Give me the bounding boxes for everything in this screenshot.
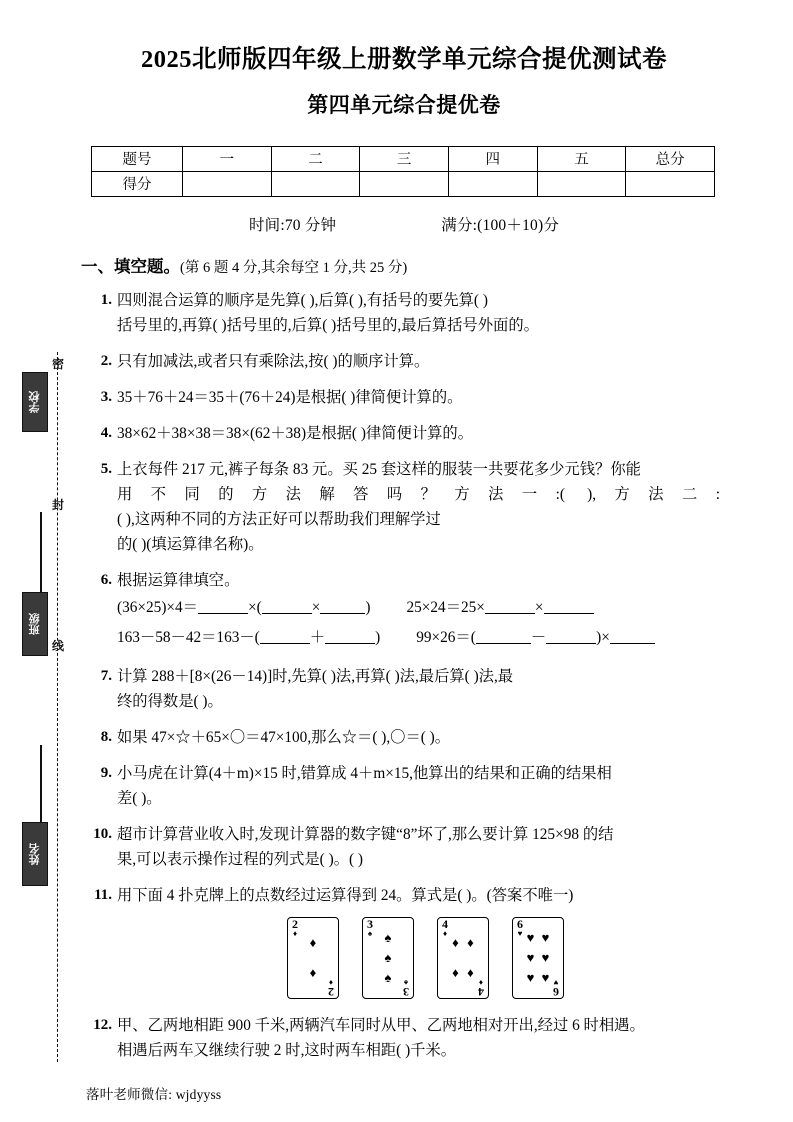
question-6-blank-6[interactable] xyxy=(325,643,375,644)
seal-field-class xyxy=(22,592,48,656)
question-2-number: 2. xyxy=(100,352,112,369)
score-table-col-2: 三 xyxy=(360,146,449,171)
question-8 xyxy=(88,725,720,750)
playing-cards-row xyxy=(131,917,720,999)
question-6-blank-2[interactable] xyxy=(320,613,365,614)
playing-card-4 xyxy=(512,917,564,999)
question-6-blank-8[interactable] xyxy=(546,643,596,644)
playing-card-1-corner-bottom xyxy=(326,977,336,999)
question-1-number: 1. xyxy=(100,291,112,308)
question-6-eq-1-p1: × xyxy=(534,598,544,616)
question-6-eq-0-p2: × xyxy=(311,598,321,616)
score-table-score-row xyxy=(92,171,715,196)
spade-icon: ♠ xyxy=(403,977,409,987)
score-cell-0[interactable] xyxy=(183,171,272,196)
question-1 xyxy=(88,288,720,338)
question-8-number: 8. xyxy=(100,728,112,745)
diamond-icon: ♦ xyxy=(292,928,298,938)
question-9-line-0: 小马虎在计算(4＋m)×15 时,错算成 4＋m×15,他算出的结果和正确的结果相 xyxy=(117,764,612,782)
diamond-icon: ♦ xyxy=(478,977,484,987)
question-12-line-1: 相遇后两车又继续行驶 2 时,这时两车相距( )千米。 xyxy=(117,1041,457,1059)
playing-card-1-rank-bottom: 2 xyxy=(328,984,334,999)
question-9 xyxy=(88,761,720,811)
section-header xyxy=(81,253,720,277)
question-6-equations xyxy=(117,593,720,653)
question-6-blank-3[interactable] xyxy=(485,613,535,614)
question-7 xyxy=(88,664,720,714)
spade-icon: ♠ xyxy=(384,970,392,985)
question-6-eq-2-p2: ) xyxy=(375,628,381,646)
question-6-eq-0-p0: (36×25)×4＝ xyxy=(117,598,198,616)
score-cell-1[interactable] xyxy=(271,171,360,196)
question-5-line-3: 的( )(填运算律名称)。 xyxy=(117,535,264,553)
playing-card-2 xyxy=(362,917,414,999)
score-table-col-1: 二 xyxy=(271,146,360,171)
question-1-line-1: 括号里的,再算( )括号里的,后算( )括号里的,最后算括号外面的。 xyxy=(117,316,539,334)
heart-icon: ♥ xyxy=(541,970,550,985)
exam-meta xyxy=(88,213,720,235)
question-6-eq-1-p0: 25×24＝25× xyxy=(406,598,485,616)
question-7-number: 7. xyxy=(100,667,112,684)
question-1-line-0: 四则混合运算的顺序是先算( ),后算( ),有括号的要先算( ) xyxy=(117,291,488,309)
question-6-row-1 xyxy=(117,623,720,653)
question-6-blank-5[interactable] xyxy=(260,643,310,644)
playing-card-4-rank-bottom: 6 xyxy=(553,984,559,999)
question-3-line-0: 35＋76＋24＝35＋(76＋24)是根据( )律简便计算的。 xyxy=(117,388,463,406)
question-7-line-1: 终的得数是( )。 xyxy=(117,692,223,710)
score-table-col-3: 四 xyxy=(448,146,537,171)
heart-icon: ♥ xyxy=(517,928,523,938)
score-table-col-4: 五 xyxy=(537,146,626,171)
spade-icon: ♠ xyxy=(367,928,373,938)
score-table xyxy=(91,146,715,197)
heart-icon: ♥ xyxy=(526,970,535,985)
heart-icon: ♥ xyxy=(526,930,535,945)
seal-field-class-label: 班级 xyxy=(29,613,41,635)
playing-card-1-pips xyxy=(298,928,328,988)
question-5-line-0: 上衣每件 217 元,裤子每条 83 元。买 25 套这样的服装一共要花多少元钱？你能 xyxy=(117,460,641,478)
question-9-line-1: 差( )。 xyxy=(117,789,162,807)
playing-card-3-rank-bottom: 4 xyxy=(478,984,484,999)
diamond-icon: ♦ xyxy=(442,928,448,938)
seal-char-2: 封 xyxy=(51,498,64,512)
question-4-line-0: 38×62＋38×38＝38×(62＋38)是根据( )律简便计算的。 xyxy=(117,424,474,442)
score-table-row-label-0: 题号 xyxy=(92,146,183,171)
score-table-header-row xyxy=(92,146,715,171)
section-title: 一、填空题。 xyxy=(81,256,180,276)
question-6-eq-0-p3: ) xyxy=(365,598,371,616)
question-10-line-1: 果,可以表示操作过程的列式是( )。( ) xyxy=(117,850,364,868)
question-12-number: 12. xyxy=(93,1016,112,1033)
question-6 xyxy=(88,568,720,653)
question-4-number: 4. xyxy=(100,424,112,441)
playing-card-4-rank: 6 xyxy=(517,916,523,931)
diamond-icon: ♦ xyxy=(452,965,459,980)
question-10 xyxy=(88,822,720,872)
question-6-eq-1 xyxy=(406,593,593,623)
diamond-icon: ♦ xyxy=(328,977,334,987)
question-10-number: 10. xyxy=(93,825,112,842)
question-7-line-0: 计算 288＋[8×(26－14)]时,先算( )法,再算( )法,最后算( )法,最 xyxy=(117,667,514,685)
question-8-line-0: 如果 47×☆＋65×〇＝47×100,那么☆＝( ),〇＝( )。 xyxy=(117,728,451,746)
seal-char-3: 线 xyxy=(51,639,64,653)
heart-icon: ♥ xyxy=(541,930,550,945)
seal-rule-2 xyxy=(40,512,42,594)
score-table-col-5: 总分 xyxy=(626,146,715,171)
question-12 xyxy=(88,1013,720,1063)
heart-icon: ♥ xyxy=(526,950,535,965)
question-6-eq-2-p0: 163－58－42＝163－( xyxy=(117,628,260,646)
exam-full-score: 满分:(100＋10)分 xyxy=(441,216,560,234)
score-table-col-0: 一 xyxy=(183,146,272,171)
seal-rule-3 xyxy=(40,745,42,825)
question-6-blank-0[interactable] xyxy=(198,613,248,614)
heart-icon: ♥ xyxy=(541,950,550,965)
playing-card-2-rank-bottom: 3 xyxy=(403,984,409,999)
seal-field-school xyxy=(22,372,48,432)
question-4 xyxy=(88,421,720,446)
question-2 xyxy=(88,349,720,374)
question-6-eq-3-p0: 99×26＝( xyxy=(416,628,476,646)
playing-card-3-pips xyxy=(448,928,478,988)
exam-time: 时间:70 分钟 xyxy=(248,216,337,234)
playing-card-1 xyxy=(287,917,339,999)
seal-field-name-label: 姓名 xyxy=(29,843,41,865)
diamond-icon: ♦ xyxy=(309,965,317,980)
diamond-icon: ♦ xyxy=(452,935,459,950)
score-cell-3[interactable] xyxy=(448,171,537,196)
question-6-intro: 根据运算律填空。 xyxy=(117,571,240,589)
question-12-line-0: 甲、乙两地相距 900 千米,两辆汽车同时从甲、乙两地相对开出,经过 6 时相遇。 xyxy=(117,1016,645,1034)
seal-field-name xyxy=(22,822,48,886)
sealing-line-margin xyxy=(0,0,78,1122)
score-cell-5[interactable] xyxy=(626,171,715,196)
spade-icon: ♠ xyxy=(384,930,392,945)
question-5-number: 5. xyxy=(100,460,112,477)
question-3 xyxy=(88,385,720,410)
question-11-number: 11. xyxy=(94,886,112,903)
playing-card-4-pips xyxy=(523,928,553,988)
score-cell-4[interactable] xyxy=(537,171,626,196)
page-title: 2025北师版四年级上册数学单元综合提优测试卷 xyxy=(141,46,667,73)
diamond-icon: ♦ xyxy=(467,965,474,980)
question-6-eq-0 xyxy=(117,593,370,623)
seal-char-1: 密 xyxy=(51,357,64,371)
question-6-blank-7[interactable] xyxy=(476,643,531,644)
question-5-line-2: ( ),这两种不同的方法正好可以帮助我们理解学过 xyxy=(117,510,441,528)
seal-field-school-label: 学校 xyxy=(29,391,41,413)
question-6-blank-4[interactable] xyxy=(544,613,594,614)
playing-card-2-rank: 3 xyxy=(367,916,373,931)
heart-icon: ♥ xyxy=(553,977,559,987)
section-note: (第 6 题 4 分,其余每空 1 分,共 25 分) xyxy=(180,259,408,276)
question-9-number: 9. xyxy=(100,764,112,781)
sealing-dashed-line xyxy=(57,352,58,1062)
playing-card-3 xyxy=(437,917,489,999)
question-6-eq-3 xyxy=(416,623,655,653)
question-5 xyxy=(88,457,720,557)
diamond-icon: ♦ xyxy=(467,935,474,950)
page-subtitle: 第四单元综合提优卷 xyxy=(307,92,501,117)
question-6-eq-2-p1: ＋ xyxy=(309,628,326,646)
question-11 xyxy=(88,883,720,999)
question-11-line-0: 用下面 4 扑克牌上的点数经过运算得到 24。算式是( )。(答案不唯一) xyxy=(117,886,574,904)
question-10-line-0: 超市计算营业收入时,发现计算器的数字键“8”坏了,那么要计算 125×98 的结 xyxy=(117,825,614,843)
question-6-eq-3-p2: )× xyxy=(596,628,610,646)
footer-note: 落叶老师微信: wjdyyss xyxy=(86,1086,222,1102)
playing-card-3-rank: 4 xyxy=(442,916,448,931)
question-6-eq-2 xyxy=(117,623,380,653)
question-6-eq-0-p1: ×( xyxy=(247,598,262,616)
question-5-line-1: 用不同的方法解答吗？方法一:( ),方法二: xyxy=(117,485,720,503)
playing-card-1-rank: 2 xyxy=(292,916,298,931)
playing-card-2-pips xyxy=(373,928,403,988)
question-6-blank-9[interactable] xyxy=(610,643,655,644)
question-6-row-0 xyxy=(117,593,720,623)
playing-card-3-corner-bottom xyxy=(476,977,486,999)
question-2-line-0: 只有加减法,或者只有乘除法,按( )的顺序计算。 xyxy=(117,352,430,370)
question-6-blank-1[interactable] xyxy=(262,613,312,614)
question-6-number: 6. xyxy=(100,571,112,588)
spade-icon: ♠ xyxy=(384,950,392,965)
score-table-row-label-1: 得分 xyxy=(92,171,183,196)
question-6-eq-3-p1: － xyxy=(530,628,547,646)
diamond-icon: ♦ xyxy=(309,935,317,950)
question-3-number: 3. xyxy=(100,388,112,405)
playing-card-2-corner-bottom xyxy=(401,977,411,999)
playing-card-4-corner-bottom xyxy=(551,977,561,999)
exam-content xyxy=(81,0,720,1103)
score-cell-2[interactable] xyxy=(360,171,449,196)
